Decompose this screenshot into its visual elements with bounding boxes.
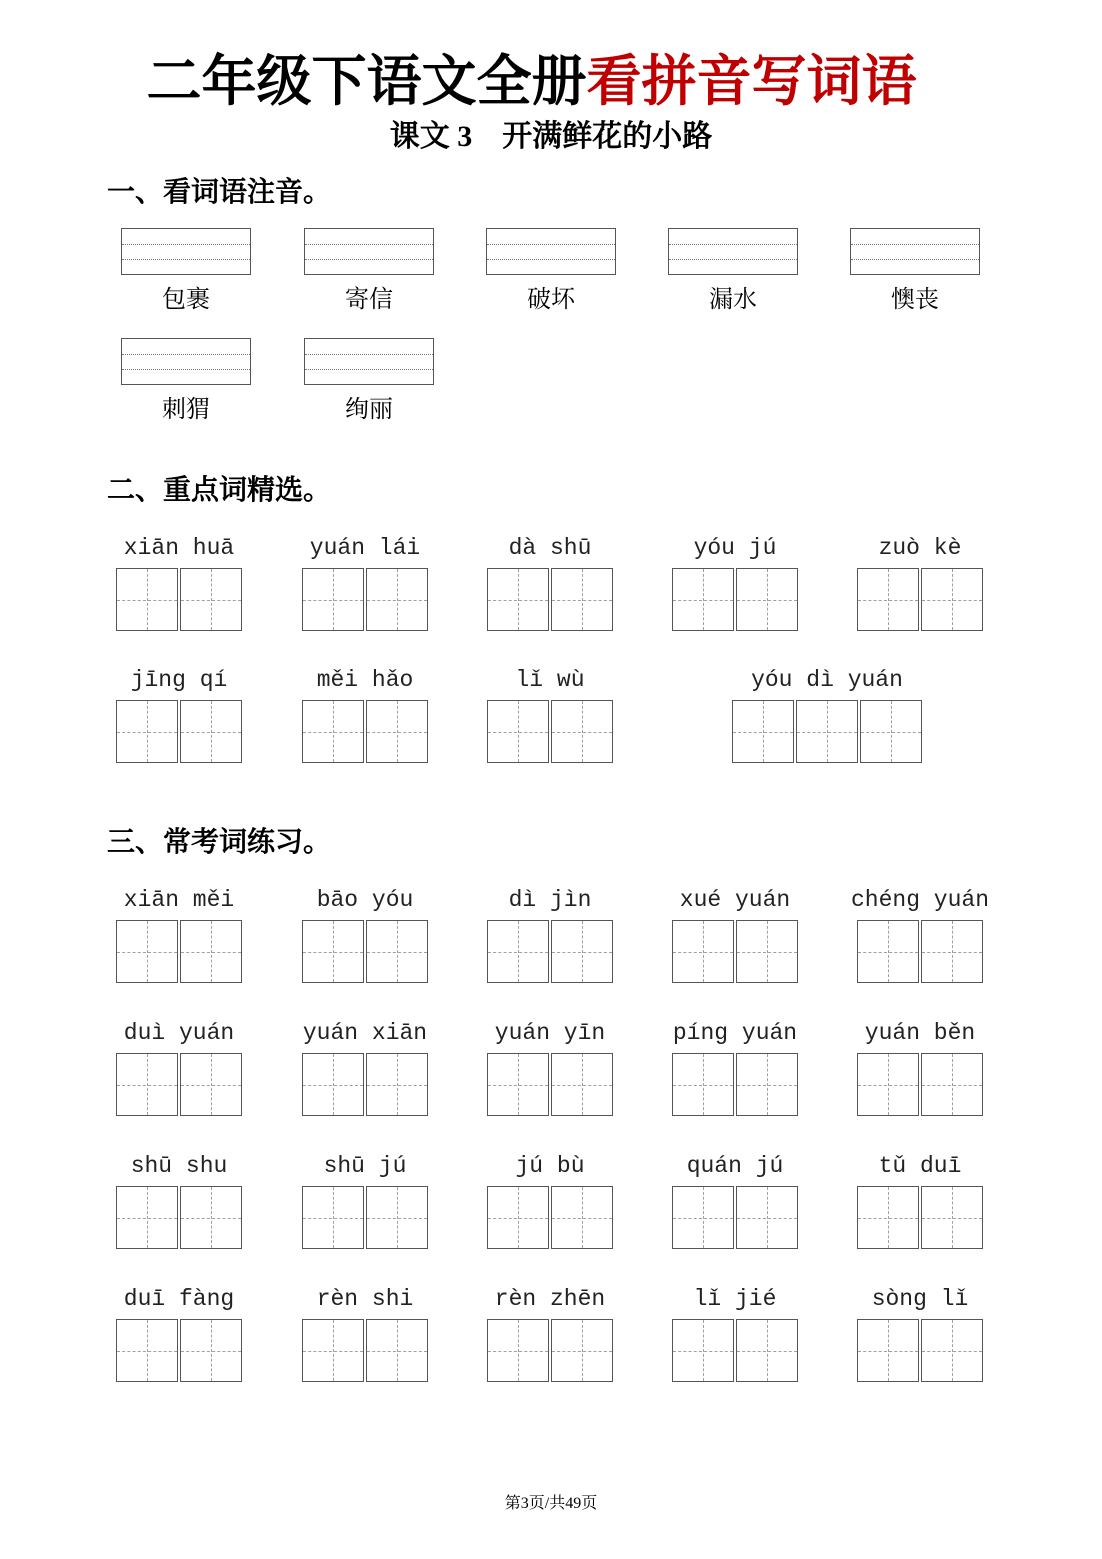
tianzige-cell	[116, 1186, 178, 1249]
page-number: 第3页/共49页	[504, 1495, 598, 1512]
pinyin-writing-box	[121, 228, 251, 275]
pinyin-text: měi hǎo	[316, 667, 414, 693]
tianzige-cell	[732, 700, 794, 763]
pinyin-writing-box	[304, 338, 434, 385]
pinyin-text: bāo yóu	[316, 887, 414, 913]
word-item	[302, 667, 428, 763]
tianzige-cell	[116, 1053, 178, 1116]
tianzige-cell	[487, 700, 549, 763]
tianzige-cell	[366, 1053, 428, 1116]
pinyin-text: píng yuán	[672, 1020, 798, 1046]
tianzige-cell	[302, 1319, 364, 1382]
tianzige-cell	[302, 1053, 364, 1116]
word-item	[302, 535, 428, 631]
pinyin-text: rèn zhēn	[494, 1286, 606, 1312]
pinyin-text: sòng lǐ	[871, 1286, 969, 1312]
pinyin-text: dà shū	[508, 535, 592, 561]
tianzige-cell	[116, 568, 178, 631]
pinyin-writing-box	[121, 338, 251, 385]
tianzige-cell	[180, 700, 242, 763]
tianzige-cell	[487, 1053, 549, 1116]
tianzige-row	[857, 568, 983, 631]
tianzige-cell	[302, 920, 364, 983]
pinyin-text: rèn shi	[316, 1286, 414, 1312]
tianzige-cell	[672, 1319, 734, 1382]
word-label: 刺猬	[162, 397, 210, 423]
tianzige-cell	[857, 1319, 919, 1382]
tianzige-cell	[551, 700, 613, 763]
page-title	[145, 50, 918, 114]
word-item	[121, 338, 251, 424]
tianzige-cell	[857, 1186, 919, 1249]
tianzige-cell	[921, 1186, 983, 1249]
word-item	[487, 1020, 613, 1116]
word-item	[672, 1020, 798, 1116]
tianzige-row	[487, 700, 613, 763]
tianzige-cell	[551, 1053, 613, 1116]
tianzige-cell	[302, 568, 364, 631]
tianzige-row	[302, 1186, 428, 1249]
tianzige-cell	[736, 1186, 798, 1249]
word-item	[116, 1286, 242, 1382]
word-item	[116, 535, 242, 631]
word-item	[487, 1153, 613, 1249]
tianzige-row	[487, 1319, 613, 1382]
pinyin-writing-box	[304, 228, 434, 275]
tianzige-cell	[551, 1319, 613, 1382]
word-item	[857, 1286, 983, 1382]
tianzige-row	[302, 568, 428, 631]
pinyin-text: jīng qí	[130, 667, 228, 693]
tianzige-cell	[551, 1186, 613, 1249]
tianzige-cell	[487, 920, 549, 983]
tianzige-cell	[736, 1053, 798, 1116]
tianzige-row	[857, 1319, 983, 1382]
word-item	[850, 228, 980, 314]
tianzige-cell	[180, 1319, 242, 1382]
section3-heading: 三、常考词练习。	[107, 827, 332, 858]
word-item	[672, 887, 798, 983]
tianzige-cell	[672, 568, 734, 631]
tianzige-row	[116, 1186, 242, 1249]
word-label: 寄信	[345, 287, 393, 313]
pinyin-text: dì jìn	[508, 887, 592, 913]
section2-heading: 二、重点词精选。	[107, 475, 332, 506]
word-item	[486, 228, 616, 314]
tianzige-cell	[857, 920, 919, 983]
pinyin-text: shū jú	[323, 1153, 407, 1179]
tianzige-cell	[302, 700, 364, 763]
tianzige-cell	[857, 568, 919, 631]
pinyin-text: quán jú	[686, 1153, 784, 1179]
tianzige-cell	[921, 920, 983, 983]
word-item	[302, 1153, 428, 1249]
tianzige-cell	[116, 920, 178, 983]
tianzige-cell	[736, 1319, 798, 1382]
word-label: 绚丽	[345, 397, 393, 423]
tianzige-cell	[487, 1186, 549, 1249]
word-item	[116, 1020, 242, 1116]
pinyin-text: yóu jú	[693, 535, 777, 561]
pinyin-text: yuán yīn	[494, 1020, 606, 1046]
tianzige-cell	[180, 920, 242, 983]
word-item	[857, 1153, 983, 1249]
pinyin-writing-box	[486, 228, 616, 275]
tianzige-cell	[180, 1053, 242, 1116]
tianzige-cell	[366, 1319, 428, 1382]
word-item	[302, 887, 428, 983]
word-item	[857, 1020, 983, 1116]
word-label: 漏水	[709, 287, 757, 313]
word-item	[672, 535, 798, 631]
tianzige-cell	[857, 1053, 919, 1116]
tianzige-row	[487, 920, 613, 983]
pinyin-text: zuò kè	[878, 535, 962, 561]
pinyin-text: xué yuán	[679, 887, 791, 913]
word-item	[857, 535, 983, 631]
word-item	[487, 887, 613, 983]
word-item	[302, 1020, 428, 1116]
tianzige-row	[116, 568, 242, 631]
pinyin-writing-box	[850, 228, 980, 275]
tianzige-cell	[180, 568, 242, 631]
tianzige-cell	[796, 700, 858, 763]
tianzige-cell	[366, 920, 428, 983]
tianzige-cell	[180, 1186, 242, 1249]
word-item	[121, 228, 251, 314]
word-item	[668, 228, 798, 314]
pinyin-text: chéng yuán	[850, 887, 990, 913]
lesson-subtitle: 课文 3 开满鲜花的小路	[389, 120, 713, 153]
tianzige-row	[672, 1186, 798, 1249]
tianzige-row	[302, 700, 428, 763]
pinyin-text: lǐ jié	[693, 1286, 777, 1312]
tianzige-row	[672, 1053, 798, 1116]
word-item	[116, 887, 242, 983]
tianzige-cell	[116, 700, 178, 763]
tianzige-row	[672, 1319, 798, 1382]
tianzige-row	[302, 1053, 428, 1116]
tianzige-cell	[736, 568, 798, 631]
word-item	[732, 667, 922, 763]
tianzige-row	[487, 1186, 613, 1249]
pinyin-text: yuán běn	[864, 1020, 976, 1046]
word-item	[487, 535, 613, 631]
tianzige-row	[732, 700, 922, 763]
word-item	[116, 667, 242, 763]
tianzige-cell	[551, 568, 613, 631]
tianzige-cell	[116, 1319, 178, 1382]
tianzige-row	[302, 920, 428, 983]
word-item	[302, 1286, 428, 1382]
section1-heading: 一、看词语注音。	[107, 177, 332, 208]
word-label: 懊丧	[891, 287, 939, 313]
tianzige-cell	[921, 568, 983, 631]
page-title-red: 看拼音写词语	[586, 51, 917, 112]
tianzige-row	[302, 1319, 428, 1382]
pinyin-text: yuán xiān	[302, 1020, 428, 1046]
pinyin-text: lǐ wù	[515, 667, 585, 693]
pinyin-text: jú bù	[515, 1153, 585, 1179]
page-title-black: 二年级下语文全册	[146, 51, 587, 112]
tianzige-cell	[551, 920, 613, 983]
pinyin-text: tǔ duī	[878, 1153, 962, 1179]
tianzige-row	[116, 1053, 242, 1116]
tianzige-cell	[366, 568, 428, 631]
tianzige-row	[116, 1319, 242, 1382]
word-label: 包裹	[162, 287, 210, 313]
tianzige-row	[116, 920, 242, 983]
pinyin-writing-box	[668, 228, 798, 275]
tianzige-cell	[860, 700, 922, 763]
tianzige-cell	[672, 1053, 734, 1116]
word-item	[487, 1286, 613, 1382]
tianzige-row	[857, 1186, 983, 1249]
tianzige-cell	[736, 920, 798, 983]
pinyin-text: yuán lái	[309, 535, 421, 561]
tianzige-row	[857, 1053, 983, 1116]
pinyin-text: duī fàng	[123, 1286, 235, 1312]
tianzige-cell	[366, 700, 428, 763]
tianzige-cell	[487, 568, 549, 631]
pinyin-text: duì yuán	[123, 1020, 235, 1046]
word-item	[487, 667, 613, 763]
tianzige-cell	[366, 1186, 428, 1249]
pinyin-text: shū shu	[130, 1153, 228, 1179]
tianzige-cell	[921, 1053, 983, 1116]
tianzige-cell	[487, 1319, 549, 1382]
tianzige-cell	[302, 1186, 364, 1249]
word-item	[116, 1153, 242, 1249]
pinyin-text: xiān měi	[123, 887, 235, 913]
pinyin-text: yóu dì yuán	[751, 667, 903, 693]
tianzige-cell	[672, 1186, 734, 1249]
tianzige-row	[672, 568, 798, 631]
tianzige-row	[672, 920, 798, 983]
pinyin-text: xiān huā	[123, 535, 235, 561]
word-item	[304, 228, 434, 314]
word-item	[850, 887, 990, 983]
word-label: 破坏	[527, 287, 575, 313]
word-item	[672, 1286, 798, 1382]
tianzige-row	[857, 920, 983, 983]
tianzige-row	[487, 568, 613, 631]
tianzige-cell	[921, 1319, 983, 1382]
tianzige-row	[116, 700, 242, 763]
word-item	[672, 1153, 798, 1249]
tianzige-row	[487, 1053, 613, 1116]
word-item	[304, 338, 434, 424]
tianzige-cell	[672, 920, 734, 983]
